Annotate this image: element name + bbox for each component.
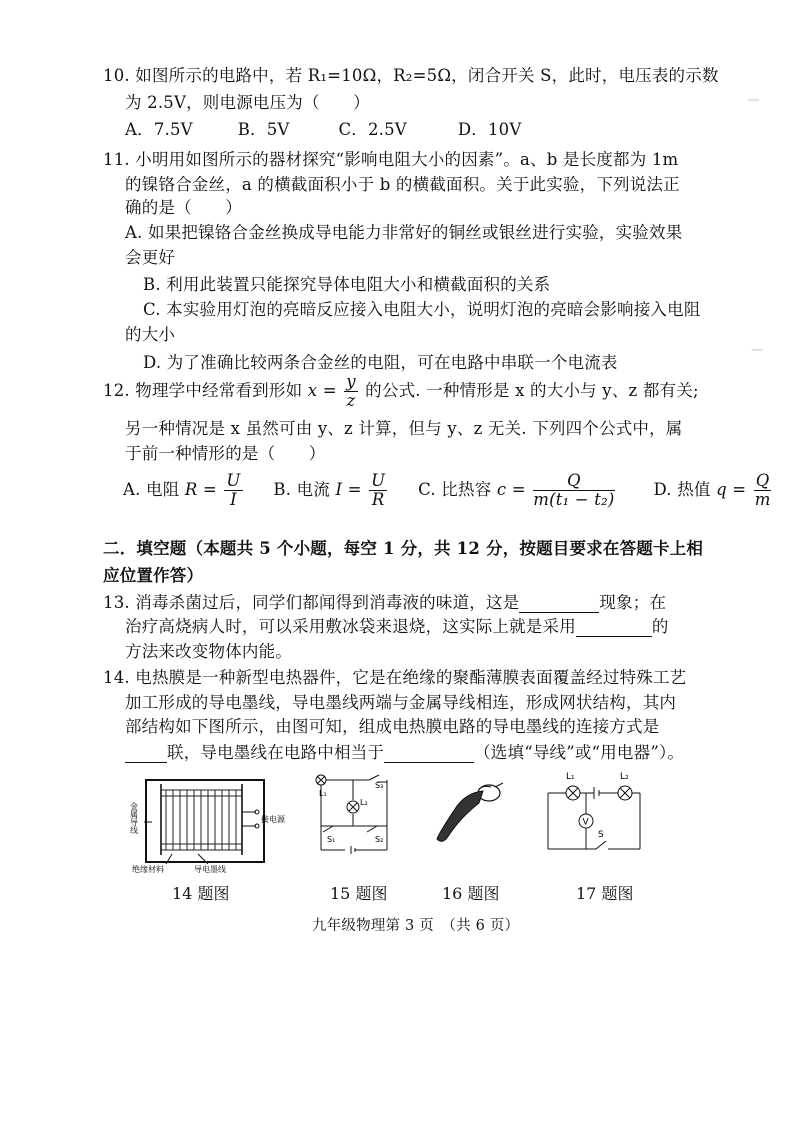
label-l1: L₁ <box>319 789 327 798</box>
q12-option-b-fraction <box>369 472 387 509</box>
q13-line1-pre: 13. 消毒杀菌过后，同学们都闻得到消毒液的味道，这是 <box>103 593 520 612</box>
q10-line2: 为 2.5V，则电源电压为（ ） <box>125 93 370 112</box>
q14-line4 <box>125 739 684 763</box>
figure-15-circuit <box>305 772 397 864</box>
q12-option-d-label: D. 热值 <box>653 480 711 499</box>
q10-option-b: B．5V <box>237 120 290 139</box>
lamp-l2 <box>347 801 359 813</box>
switch-s2 <box>367 826 377 832</box>
label-s1: S₁ <box>327 835 336 844</box>
page-footer: 九年级物理第 3 页 （共 6 页） <box>312 918 520 934</box>
q11-line2: 的镍铬合金丝，a 的横截面积小于 b 的横截面积。关于此实验，下列说法正 <box>125 175 680 194</box>
section2-heading-line1: 二．填空题（本题共 5 个小题，每空 1 分，共 12 分，按题目要求在答题卡上相 <box>103 539 704 558</box>
q11-option-a-line2: 会更好 <box>125 248 176 267</box>
voltmeter <box>579 814 593 828</box>
q12-formula-fraction <box>344 373 358 410</box>
section2-heading-line2: 应位置作答） <box>103 566 204 585</box>
q13-line2 <box>125 613 669 637</box>
q14-line4-mid: 联，导电墨线在电路中相当于 <box>167 743 385 762</box>
q13-line3: 方法来改变物体内能。 <box>125 642 292 661</box>
q10-option-d: D．10V <box>457 120 522 139</box>
figure-17-caption: 17 题图 <box>576 884 634 903</box>
q13-line1 <box>103 589 666 613</box>
voltmeter-label: V <box>582 817 589 828</box>
q14-line2: 加工形成的导电墨线，导电墨线两端与金属导线相连，形成网状结构，其内 <box>125 693 677 712</box>
q12-option-b-den: R <box>371 490 385 509</box>
q10-line1: 10. 如图所示的电路中，若 R₁=10Ω，R₂=5Ω，闭合开关 S，此时，电压表的示数 <box>103 66 719 85</box>
q12-option-b-label: B. 电流 <box>273 480 331 499</box>
lamp-l2 <box>618 786 632 800</box>
q11-option-c-line1: C. 本实验用灯泡的亮暗反应接入电阻大小，说明灯泡的亮暗会影响接入电阻 <box>143 300 701 319</box>
q11-line1: 11. 小明用如图所示的器材探究“影响电阻大小的因素”。a、b 是长度都为 1m <box>103 150 679 169</box>
label-metal-wire: 金属导线 <box>129 802 139 834</box>
label-s3: S₃ <box>375 781 384 790</box>
q12-option-a-den: I <box>230 490 237 509</box>
q12-option-a-label: A. 电阻 <box>123 480 180 499</box>
label-l2: L₂ <box>620 772 629 782</box>
label-s2: S₂ <box>375 835 384 844</box>
bleed-through-mark: ▔ <box>748 100 759 116</box>
q12-option-d-num: Q <box>755 471 770 490</box>
q12-formula-den: z <box>346 391 356 410</box>
q14-blank-2[interactable] <box>384 743 474 763</box>
label-insulation: 绝缘材料 <box>132 865 164 874</box>
q11-option-d: D. 为了准确比较两条合金丝的电阻，可在电路中串联一个电流表 <box>143 353 618 372</box>
figure-14-caption: 14 题图 <box>172 884 230 903</box>
label-power: 接电源 <box>261 815 285 824</box>
q13-line1-post: 现象；在 <box>599 593 667 612</box>
q12-line1-pre: 12. 物理学中经常看到形如 <box>103 381 303 400</box>
figure-14-heating-film <box>128 770 285 875</box>
q12-option-b-lhs: I = <box>335 480 362 499</box>
q11-option-a-line1: A. 如果把镍铬合金丝换成导电能力非常好的铜丝或银丝进行实验，实验效果 <box>125 223 683 242</box>
q13-line2-pre: 治疗高烧病人时，可以采用敷冰袋来退烧，这实际上就是采用 <box>125 617 576 636</box>
q12-option-b-num: U <box>371 471 386 490</box>
q12-line2: 另一种情况是 x 虽然可由 y、z 计算，但与 y、z 无关. 下列四个公式中，属 <box>125 419 683 438</box>
label-l2: L₂ <box>360 798 368 807</box>
q14-line3: 部结构如下图所示，由图可知，组成电热膜电路的导电墨线的连接方式是 <box>125 717 660 736</box>
q12-option-d-fraction <box>754 472 772 509</box>
figure-16-caption: 16 题图 <box>442 884 500 903</box>
q12-option-a-fraction <box>224 472 242 509</box>
q13-blank-1[interactable] <box>519 593 599 613</box>
figure-17-circuit <box>540 765 650 857</box>
q14-line4-post: （选填“导线”或“用电器”）。 <box>474 743 685 762</box>
q11-option-b: B. 利用此装置只能探究导体电阻大小和横截面积的关系 <box>143 275 551 294</box>
switch-s <box>596 841 606 849</box>
q12-line1-post: 的公式. 一种情形是 x 的大小与 y、z 都有关; <box>365 381 699 400</box>
q12-line3: 于前一种情形的是（ ） <box>125 444 326 463</box>
q12-option-c-fraction <box>533 472 614 509</box>
switch-s1 <box>323 826 333 832</box>
q11-option-c-line2: 的大小 <box>125 325 176 344</box>
figure-16-rubbing-rod <box>425 775 520 865</box>
q14-line1: 14. 电热膜是一种新型电热器件，它是在绝缘的聚酯薄膜表面覆盖经过特殊工艺 <box>103 668 687 687</box>
q12-formula-lhs: x = <box>307 381 337 400</box>
q12-line1 <box>103 373 699 410</box>
q10-option-c: C．2.5V <box>338 120 407 139</box>
q12-option-d-den: m <box>754 490 771 509</box>
q12-option-a-num: U <box>226 471 241 490</box>
q13-blank-2[interactable] <box>576 617 652 637</box>
q14-blank-1[interactable] <box>125 743 167 763</box>
label-ink-line: 导电墨线 <box>194 865 226 874</box>
q11-line3: 确的是（ ） <box>125 198 242 217</box>
label-l1: L₁ <box>566 772 575 782</box>
q10-options <box>125 116 521 140</box>
q12-option-c-den: m(t₁ − t₂) <box>533 490 615 509</box>
q13-line2-post: 的 <box>651 617 669 636</box>
switch-s3 <box>369 775 379 780</box>
q12-option-c-lhs: c = <box>496 480 526 499</box>
ink-lines <box>161 790 242 850</box>
q12-formula-num: y <box>346 372 356 391</box>
lamp-l1 <box>566 786 580 800</box>
label-s: S <box>598 830 604 840</box>
bleed-through-mark: ▔ <box>752 350 763 366</box>
lamp-l1 <box>316 775 326 785</box>
rod-icon <box>437 791 483 841</box>
q12-option-d-lhs: q = <box>716 480 747 499</box>
q12-option-c-num: Q <box>533 472 614 491</box>
q12-option-c-label: C. 比热容 <box>418 480 492 499</box>
q12-options <box>123 472 773 509</box>
q12-option-a-lhs: R = <box>184 480 217 499</box>
q10-option-a: A．7.5V <box>125 120 193 139</box>
figure-15-caption: 15 题图 <box>330 884 388 903</box>
